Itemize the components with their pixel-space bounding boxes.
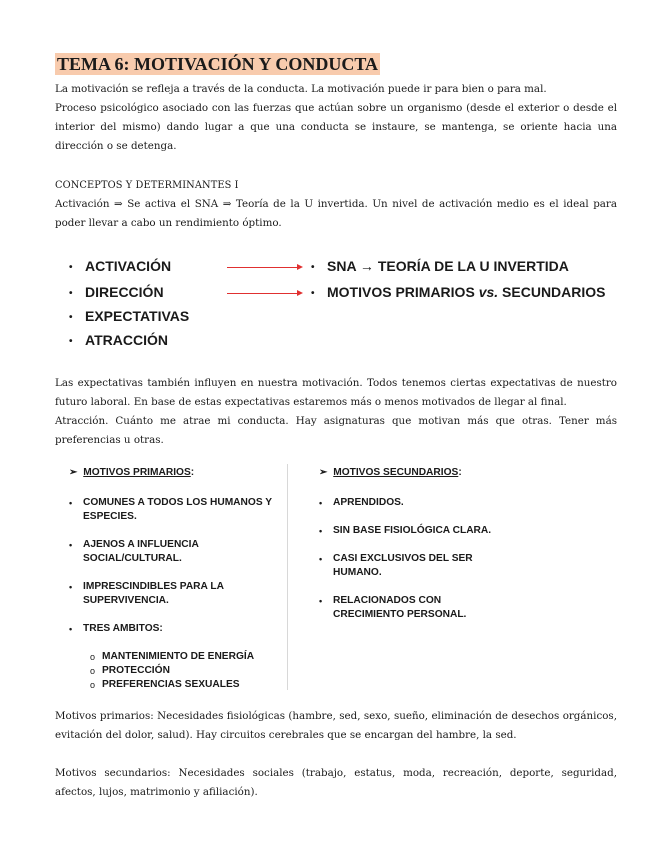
arrow-head-icon bbox=[297, 290, 303, 296]
primary-subitem: o PREFERENCIAS SEXUALES bbox=[90, 679, 240, 690]
intro-line: La motivación se refleja a través de la conducta. La motivación puede ir para bien o para mal. bbox=[55, 83, 547, 95]
bullet-activacion: • ACTIVACIÓN bbox=[69, 258, 172, 274]
expectations-text: Las expectativas también influyen en nuestra motivación. Todos tenemos ciertas expectativas de nuestro futuro laboral. En base de estas expectativas estaremos más o menos motivados de llegar al final. bbox=[55, 377, 617, 408]
bullet-dot-icon: • bbox=[69, 287, 73, 299]
circle-bullet-icon: o bbox=[90, 652, 96, 662]
secondary-heading: ➢ MOTIVOS SECUNDARIOS: bbox=[319, 467, 462, 478]
primary-item: • TRES AMBITOS: bbox=[69, 623, 163, 634]
arrow-bullet-icon: ➢ bbox=[319, 467, 328, 478]
bullet-dot-icon: • bbox=[69, 335, 73, 347]
bullet-dot-icon: • bbox=[319, 554, 323, 564]
bullet-dot-icon: • bbox=[69, 261, 73, 273]
bullet-dot-icon: • bbox=[319, 526, 323, 536]
primary-item: • COMUNES A TODOS LOS HUMANOS Y ESPECIES. bbox=[69, 497, 272, 522]
primary-subitem: o MANTENIMIENTO DE ENERGÍA bbox=[90, 651, 255, 662]
arrow-connector-1 bbox=[227, 267, 299, 268]
secondary-motives-text: Motivos secundarios: Necesidades sociales (trabajo, estatus, moda, recreación, deporte, seguridad, afectos, lujos, matrimonio y afiliación). bbox=[55, 767, 617, 798]
secondary-item: • APRENDIDOS. bbox=[319, 497, 404, 508]
column-divider bbox=[287, 464, 288, 690]
arrow-bullet-icon: ➢ bbox=[69, 467, 78, 478]
arrow-connector-2 bbox=[227, 293, 299, 294]
primary-item: • AJENOS A INFLUENCIA SOCIAL/CULTURAL. bbox=[69, 539, 199, 564]
intro-definition: Proceso psicológico asociado con las fuerzas que actúan sobre un organismo (desde el exterior o desde el interior del mismo) dando lugar a que una conducta se instaure, se mantenga, se oriente hacia una dirección o se detenga. bbox=[55, 102, 617, 152]
bullet-dot-icon: • bbox=[69, 540, 73, 550]
secondary-item: • RELACIONADOS CON CRECIMIENTO PERSONAL. bbox=[319, 595, 467, 620]
bullet-direccion: • DIRECCIÓN bbox=[69, 284, 164, 300]
circle-bullet-icon: o bbox=[90, 666, 96, 676]
bullet-dot-icon: • bbox=[69, 311, 73, 323]
bullet-dot-icon: • bbox=[311, 287, 315, 299]
secondary-item: • CASI EXCLUSIVOS DEL SER HUMANO. bbox=[319, 553, 473, 578]
attraction-text: Atracción. Cuánto me atrae mi conducta. Hay asignaturas que motivan más que otras. Tener más preferencias u otras. bbox=[55, 415, 617, 446]
page-title: TEMA 6: MOTIVACIÓN Y CONDUCTA bbox=[57, 54, 379, 74]
secondary-item: • SIN BASE FISIOLÓGICA CLARA. bbox=[319, 525, 492, 536]
bullet-dot-icon: • bbox=[311, 261, 315, 273]
motives-columns bbox=[55, 460, 617, 695]
bullet-dot-icon: • bbox=[69, 624, 73, 634]
bullet-atraccion: • ATRACCIÓN bbox=[69, 332, 168, 348]
bullet-dot-icon: • bbox=[319, 498, 323, 508]
primary-subitem: o PROTECCIÓN bbox=[90, 665, 170, 676]
bullet-motivos: • MOTIVOS PRIMARIOS vs. SECUNDARIOS bbox=[311, 284, 606, 300]
concepts-text: Activación ⇒ Se activa el SNA ⇒ Teoría de la U invertida. Un nivel de activación medio es el ideal para poder llevar a cabo un rendimiento óptimo. bbox=[55, 198, 617, 229]
arrow-head-icon bbox=[297, 264, 303, 270]
circle-bullet-icon: o bbox=[90, 680, 96, 690]
primary-heading: ➢ MOTIVOS PRIMARIOS: bbox=[69, 467, 195, 478]
bullet-expectativas: • EXPECTATIVAS bbox=[69, 308, 190, 324]
primary-item: • IMPRESCINDIBLES PARA LA SUPERVIVENCIA. bbox=[69, 581, 224, 606]
bullet-dot-icon: • bbox=[319, 596, 323, 606]
concepts-heading: CONCEPTOS Y DETERMINANTES I bbox=[55, 180, 239, 191]
bullet-dot-icon: • bbox=[69, 498, 73, 508]
bullet-dot-icon: • bbox=[69, 582, 73, 592]
bullet-sna: • SNA → TEORÍA DE LA U INVERTIDA bbox=[311, 258, 569, 274]
primary-motives-text: Motivos primarios: Necesidades fisiológicas (hambre, sed, sexo, sueño, eliminación de desechos orgánicos, evitación del dolor, salud). Hay circuitos cerebrales que se encargan del hambre, la sed. bbox=[55, 710, 617, 741]
